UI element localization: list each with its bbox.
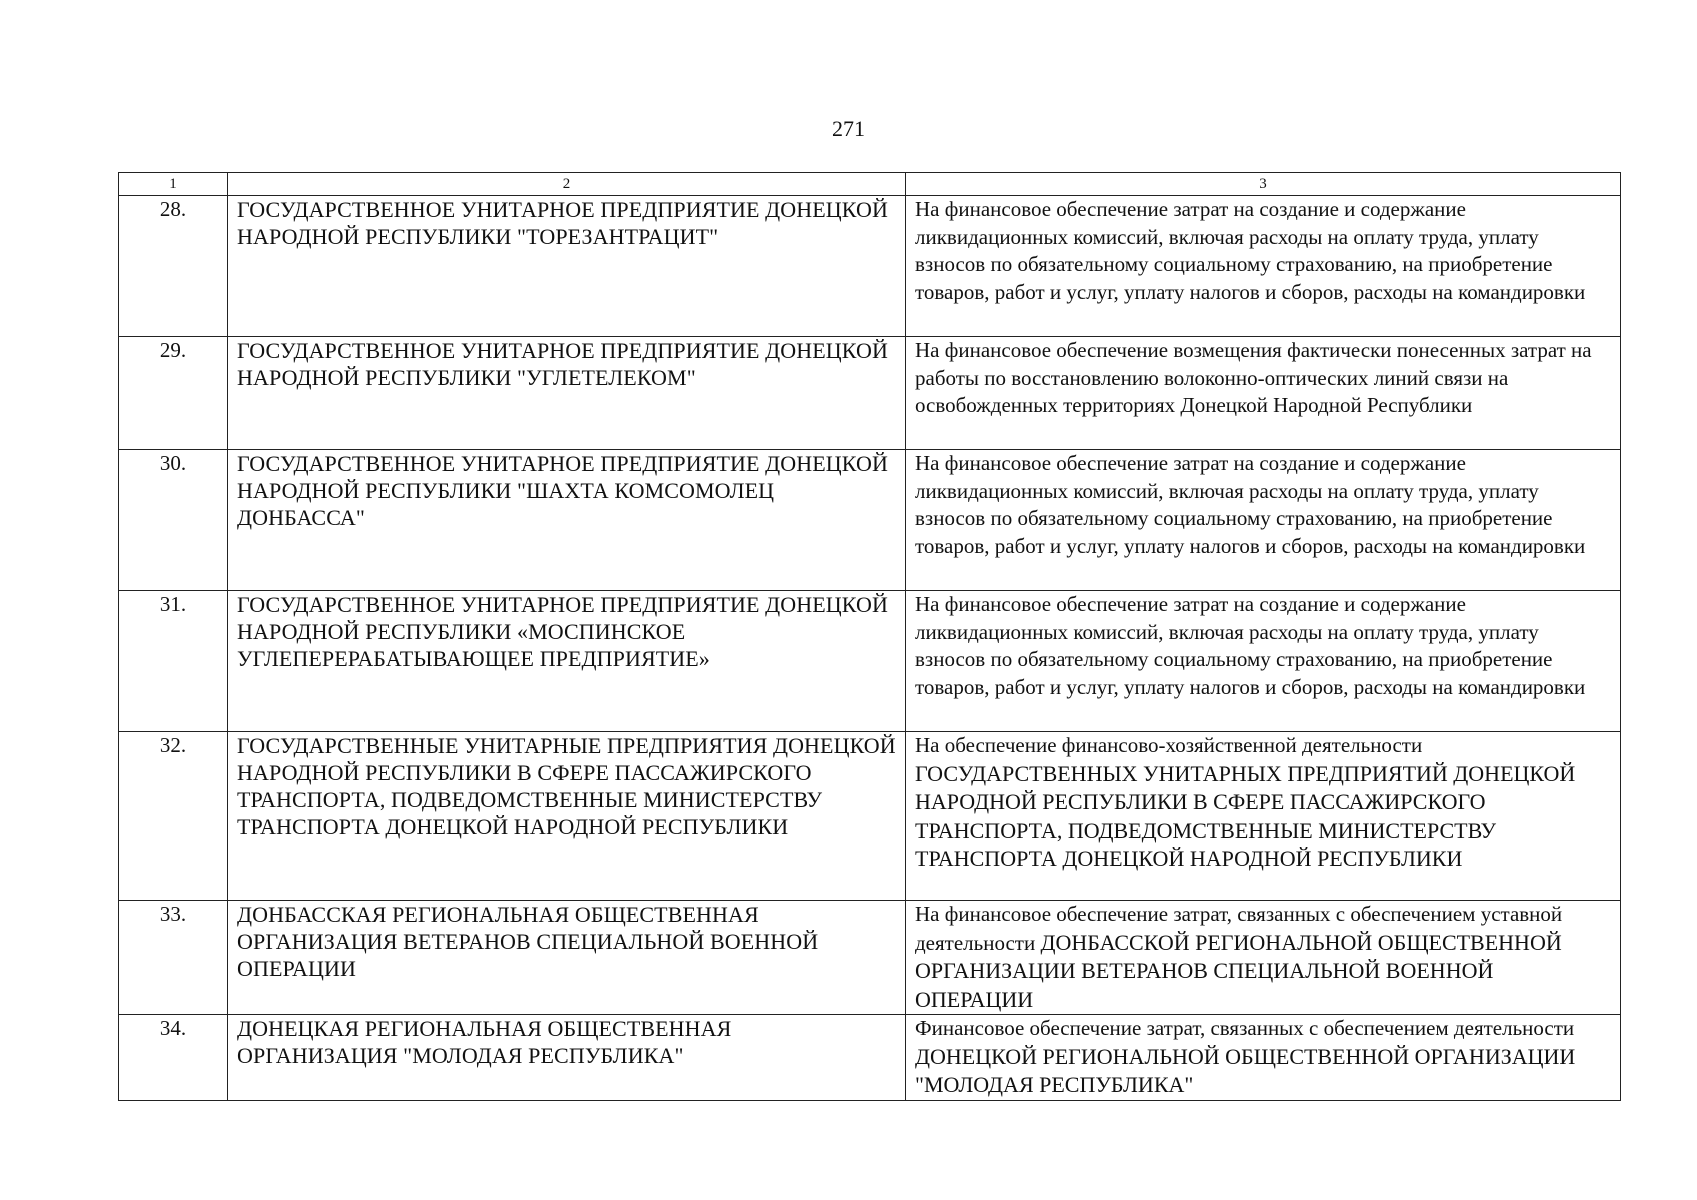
row-number: 29. [119, 337, 228, 450]
table-row [119, 901, 1621, 1015]
purpose-description [906, 591, 1621, 732]
purpose-entity-name: ДОНБАССКОЙ РЕГИОНАЛЬНОЙ ОБЩЕСТВЕННОЙ ОРГАНИЗАЦИИ ВЕТЕРАНОВ СПЕЦИАЛЬНОЙ ВОЕННОЙ ОПЕРАЦИИ [915, 929, 1562, 1012]
table-row [119, 1015, 1621, 1101]
organization-name: ДОНЕЦКАЯ РЕГИОНАЛЬНАЯ ОБЩЕСТВЕННАЯ ОРГАНИЗАЦИЯ "МОЛОДАЯ РЕСПУБЛИКА" [228, 1015, 906, 1101]
purpose-description [906, 732, 1621, 901]
purpose-text: На финансовое обеспечение затрат на создание и содержание ликвидационных комиссий, включая расходы на оплату труда, уплату взносов по обязательному социальному страхованию, на приобретение товаров, работ и услуг, уплату налогов и сборов, расходы на командировки [915, 592, 1586, 699]
column-header-2: 2 [228, 173, 906, 196]
purpose-text: На финансовое обеспечение затрат на создание и содержание ликвидационных комиссий, включая расходы на оплату труда, уплату взносов по обязательному социальному страхованию, на приобретение товаров, работ и услуг, уплату налогов и сборов, расходы на командировки [915, 451, 1586, 558]
organization-name: ГОСУДАРСТВЕННОЕ УНИТАРНОЕ ПРЕДПРИЯТИЕ ДОНЕЦКОЙ НАРОДНОЙ РЕСПУБЛИКИ "УГЛЕТЕЛЕКОМ" [228, 337, 906, 450]
table-row [119, 450, 1621, 591]
purpose-description [906, 337, 1621, 450]
row-number: 33. [119, 901, 228, 1015]
row-number: 34. [119, 1015, 228, 1101]
organization-name: ГОСУДАРСТВЕННОЕ УНИТАРНОЕ ПРЕДПРИЯТИЕ ДОНЕЦКОЙ НАРОДНОЙ РЕСПУБЛИКИ "ШАХТА КОМСОМОЛЕЦ ДОНБАССА" [228, 450, 906, 591]
purpose-text: На обеспечение финансово-хозяйственной деятельности [915, 733, 1423, 757]
appropriations-table [118, 172, 1621, 1101]
purpose-text: На финансовое обеспечение возмещения фактически понесенных затрат на работы по восстановлению волоконно-оптических линий связи на освобожденных территориях Донецкой Народной Республики [915, 338, 1592, 417]
row-number: 28. [119, 196, 228, 337]
purpose-text: На финансовое обеспечение затрат на создание и содержание ликвидационных комиссий, включая расходы на оплату труда, уплату взносов по обязательному социальному страхованию, на приобретение товаров, работ и услуг, уплату налогов и сборов, расходы на командировки [915, 197, 1586, 304]
organization-name: ГОСУДАРСТВЕННОЕ УНИТАРНОЕ ПРЕДПРИЯТИЕ ДОНЕЦКОЙ НАРОДНОЙ РЕСПУБЛИКИ «МОСПИНСКОЕ УГЛЕПЕРЕРАБАТЫВАЮЩЕЕ ПРЕДПРИЯТИЕ» [228, 591, 906, 732]
purpose-entity-name: ГОСУДАРСТВЕННЫХ УНИТАРНЫХ ПРЕДПРИЯТИЙ ДОНЕЦКОЙ НАРОДНОЙ РЕСПУБЛИКИ В СФЕРЕ ПАССАЖИРСКОГО ТРАНСПОРТА, ПОДВЕДОМСТВЕННЫЕ МИНИСТЕРСТВУ ТРАНСПОРТА ДОНЕЦКОЙ НАРОДНОЙ РЕСПУБЛИКИ [915, 760, 1576, 871]
purpose-text: Финансовое обеспечение затрат, связанных с обеспечением деятельности [915, 1016, 1575, 1040]
column-header-1: 1 [119, 173, 228, 196]
row-number: 32. [119, 732, 228, 901]
organization-name: ГОСУДАРСТВЕННЫЕ УНИТАРНЫЕ ПРЕДПРИЯТИЯ ДОНЕЦКОЙ НАРОДНОЙ РЕСПУБЛИКИ В СФЕРЕ ПАССАЖИРСКОГО ТРАНСПОРТА, ПОДВЕДОМСТВЕННЫЕ МИНИСТЕРСТВУ ТРАНСПОРТА ДОНЕЦКОЙ НАРОДНОЙ РЕСПУБЛИКИ [228, 732, 906, 901]
table-row [119, 337, 1621, 450]
purpose-description [906, 1015, 1621, 1101]
column-number-row [119, 173, 1621, 196]
purpose-entity-name: ДОНЕЦКОЙ РЕГИОНАЛЬНОЙ ОБЩЕСТВЕННОЙ ОРГАНИЗАЦИИ "МОЛОДАЯ РЕСПУБЛИКА" [915, 1043, 1576, 1097]
organization-name: ДОНБАССКАЯ РЕГИОНАЛЬНАЯ ОБЩЕСТВЕННАЯ ОРГАНИЗАЦИЯ ВЕТЕРАНОВ СПЕЦИАЛЬНОЙ ВОЕННОЙ ОПЕРАЦИИ [228, 901, 906, 1015]
purpose-text: На финансовое обеспечение затрат, связанных с обеспечением уставной деятельности [915, 902, 1563, 955]
purpose-description [906, 901, 1621, 1015]
row-number: 31. [119, 591, 228, 732]
table-row [119, 732, 1621, 901]
purpose-description [906, 196, 1621, 337]
row-number: 30. [119, 450, 228, 591]
table-row [119, 196, 1621, 337]
purpose-description [906, 450, 1621, 591]
page-number: 271 [832, 116, 865, 141]
column-header-3: 3 [906, 173, 1621, 196]
table-row [119, 591, 1621, 732]
organization-name: ГОСУДАРСТВЕННОЕ УНИТАРНОЕ ПРЕДПРИЯТИЕ ДОНЕЦКОЙ НАРОДНОЙ РЕСПУБЛИКИ "ТОРЕЗАНТРАЦИТ" [228, 196, 906, 337]
